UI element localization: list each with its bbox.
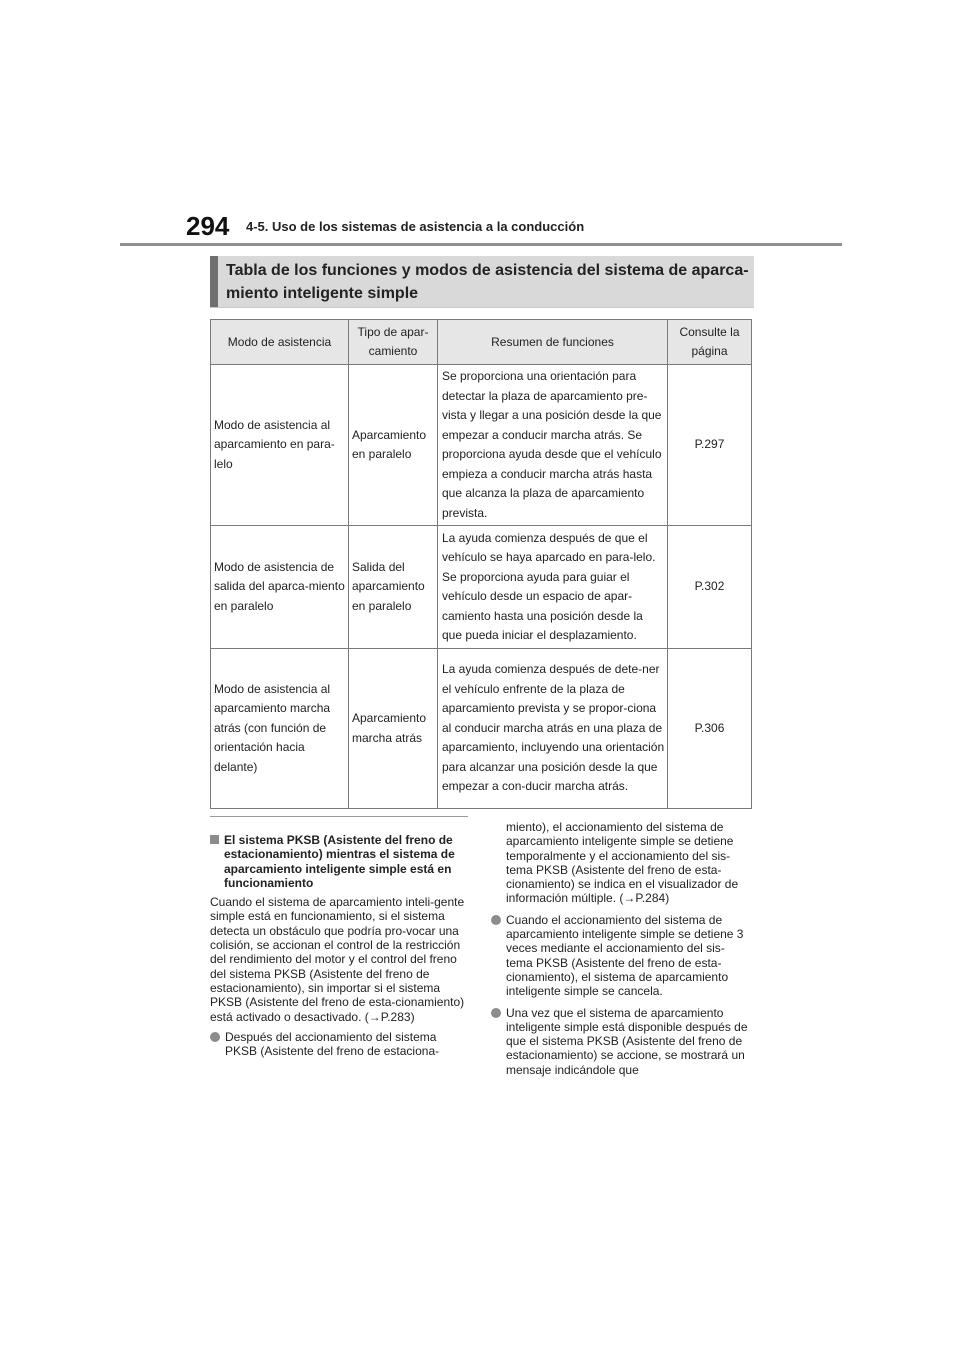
page-number: 294: [186, 211, 230, 241]
table-row: [211, 365, 752, 526]
header-type: Tipo de apar-camiento: [349, 320, 438, 365]
cell-page-ref: P.302: [668, 526, 752, 649]
bullet-text: Cuando el accionamiento del sistema de aparcamiento inteligente simple se detiene 3 veces mediante el accionamiento del sis-tema PKSB (Asistente del freno de esta-cionamiento), el sistema de aparcamiento inteligente simple se cancela.: [506, 912, 744, 999]
cell-summary: La ayuda comienza después de dete-ner el vehículo enfrente de la plaza de aparcamiento prevista y se propor-ciona al conducir marcha atrás en una plaza de aparcamiento, incluyendo una orientación para alcanzar una posición desde la que empezar a con-ducir marcha atrás.: [438, 649, 668, 809]
square-bullet-icon: [210, 835, 219, 844]
cell-type: Aparcamiento en paralelo: [349, 365, 438, 526]
round-bullet-icon: [491, 1008, 501, 1018]
bullet-item: [491, 1006, 749, 1077]
bullet-text: Una vez que el sistema de aparcamiento inteligente simple está disponible después de que el sistema PKSB (Asistente del freno de estacionamiento) se accione, se mostrará un mensaje indicándole que: [506, 1005, 748, 1077]
bullet-text: Después del accionamiento del sistema PKSB (Asistente del freno de estaciona-: [225, 1029, 440, 1059]
table-header-row: [211, 320, 752, 365]
cell-page-ref: P.306: [668, 649, 752, 809]
cell-type: Salida del aparcamiento en paralelo: [349, 526, 438, 649]
cell-type: Aparcamiento marcha atrás: [349, 649, 438, 809]
cell-mode: Modo de asistencia al aparcamiento marcha atrás (con función de orientación hacia delante): [211, 649, 349, 809]
cell-page-ref: P.297: [668, 365, 752, 526]
right-column: [491, 820, 749, 1084]
intro-paragraph: Cuando el sistema de aparcamiento inteli-gente simple está en funcionamiento, si el sistema detecta un obstáculo que podría pro-vocar una colisión, se accionan el control de la restricción del rendimiento del motor y el control del freno del sistema PKSB (Asistente del freno de estacionamiento), sin importar si el sistema PKSB (Asistente del freno de esta-cionamiento) está activado o desactivado. (→P.283): [210, 895, 465, 1024]
header-mode: Modo de asistencia: [211, 320, 349, 365]
header-rule: [120, 243, 842, 246]
table-row: [211, 649, 752, 809]
round-bullet-icon: [210, 1032, 220, 1042]
bullet-item: [491, 913, 749, 999]
subheading-text: El sistema PKSB (Asistente del freno de estacionamiento) mientras el sistema de aparcamiento inteligente simple está en funcionamiento: [224, 833, 455, 890]
cell-mode: Modo de asistencia de salida del aparca-miento en paralelo: [211, 526, 349, 649]
header-summary: Resumen de funciones: [438, 320, 668, 365]
header-page: Consulte la página: [668, 320, 752, 365]
column-rule: [210, 816, 468, 817]
bullet-item: [210, 1030, 468, 1059]
round-bullet-icon: [491, 915, 501, 925]
chapter-header: 4-5. Uso de los sistemas de asistencia a la conducción: [246, 219, 585, 234]
cell-mode: Modo de asistencia al aparcamiento en para-lelo: [211, 365, 349, 526]
bullet-continuation: miento), el accionamiento del sistema de aparcamiento inteligente simple se detiene temporalmente y el accionamiento del sis-tema PKSB (Asistente del freno de esta-cionamiento) se indica en el visualizador de información múltiple. (→P.284): [506, 820, 739, 906]
cell-summary: La ayuda comienza después de que el vehículo se haya aparcado en para-lelo. Se proporciona ayuda para guiar el vehículo desde un espacio de apar-camiento hasta una posición desde la que pueda iniciar el desplazamiento.: [438, 526, 668, 649]
pksb-subheading: [210, 833, 468, 890]
section-heading-bar: [210, 256, 218, 307]
table-row: [211, 526, 752, 649]
assist-modes-table: [210, 319, 752, 809]
section-heading-box: [210, 256, 754, 308]
cell-summary: Se proporciona una orientación para detectar la plaza de aparcamiento pre-vista y llegar a una posición desde la que empezar a conducir marcha atrás. Se proporciona ayuda desde que el vehículo empieza a conducir marcha atrás hasta que alcanza la plaza de aparcamiento prevista.: [438, 365, 668, 526]
section-title: Tabla de los funciones y modos de asistencia del sistema de aparca-miento inteligente simple: [226, 262, 749, 302]
left-column: [210, 816, 468, 1065]
